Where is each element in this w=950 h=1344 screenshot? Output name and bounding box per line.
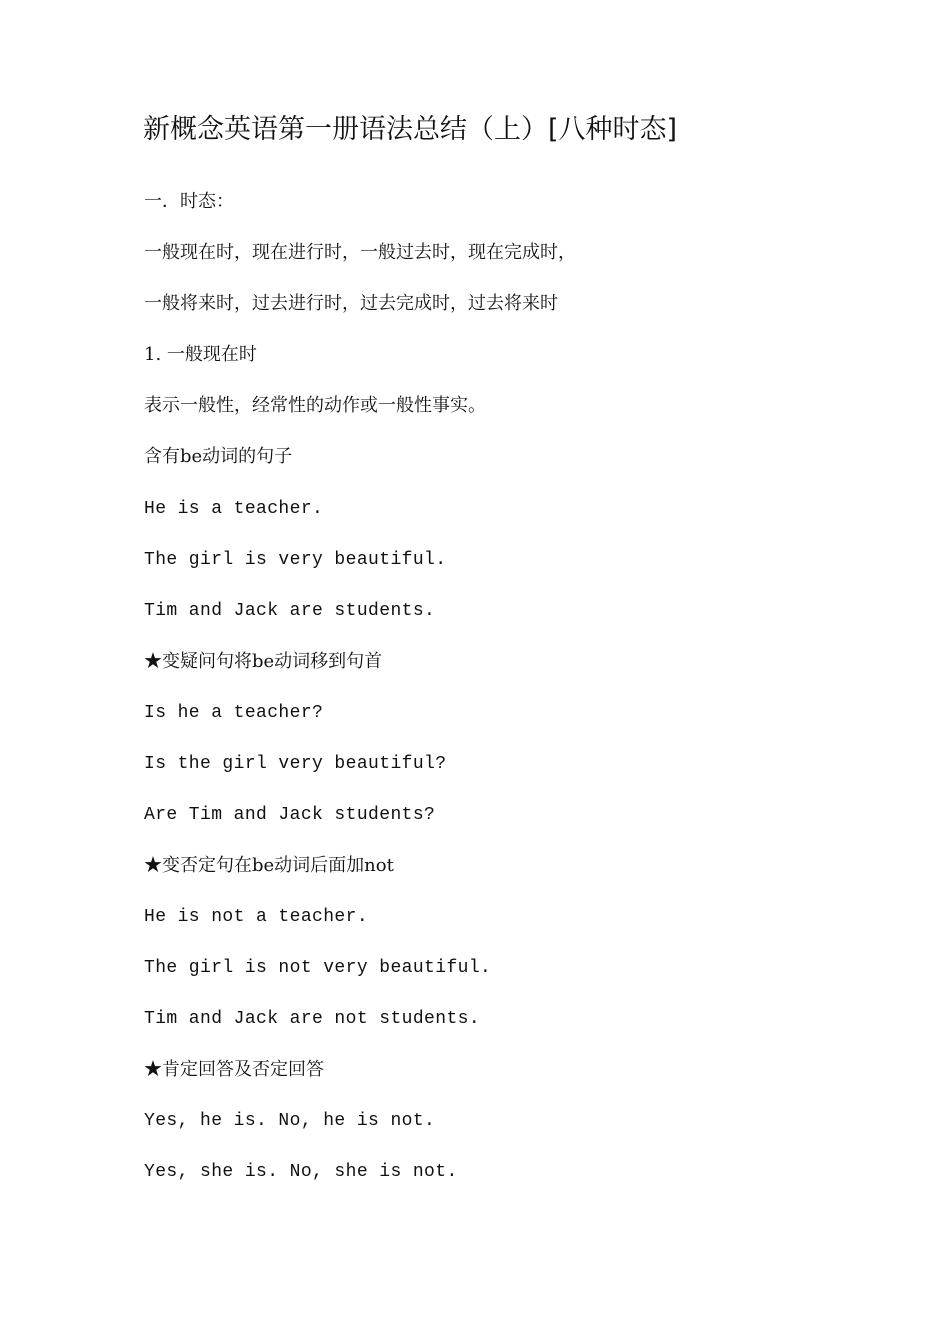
answer-rule-note: ★肯定回答及否定回答 [144,1059,324,1080]
example-negative: The girl is not very beautiful. [144,958,492,978]
tense-list-line-1: 一般现在时，现在进行时，一般过去时，现在完成时， [144,242,576,263]
negative-rule-note: ★变否定句在be动词后面加not [144,855,394,876]
example-sentence: The girl is very beautiful. [144,550,447,570]
example-answer: Yes, he is. No, he is not. [144,1111,436,1131]
example-question: Are Tim and Jack students? [144,805,436,825]
example-question: Is the girl very beautiful? [144,754,447,774]
example-sentence: Tim and Jack are students. [144,601,436,621]
example-negative: He is not a teacher. [144,907,369,927]
subsection-heading-simple-present: 1. 一般现在时 [144,344,257,365]
question-rule-note: ★变疑问句将be动词移到句首 [144,651,383,672]
example-negative: Tim and Jack are not students. [144,1009,481,1029]
section-heading-tenses: 一．时态： [144,191,234,212]
document-title: 新概念英语第一册语法总结（上）[八种时态] [143,114,678,145]
be-verb-heading: 含有be动词的句子 [144,446,293,467]
example-question: Is he a teacher? [144,703,324,723]
definition-text: 表示一般性，经常性的动作或一般性事实。 [144,395,486,416]
example-answer: Yes, she is. No, she is not. [144,1162,458,1182]
tense-list-line-2: 一般将来时，过去进行时，过去完成时，过去将来时 [144,293,558,314]
example-sentence: He is a teacher. [144,499,324,519]
